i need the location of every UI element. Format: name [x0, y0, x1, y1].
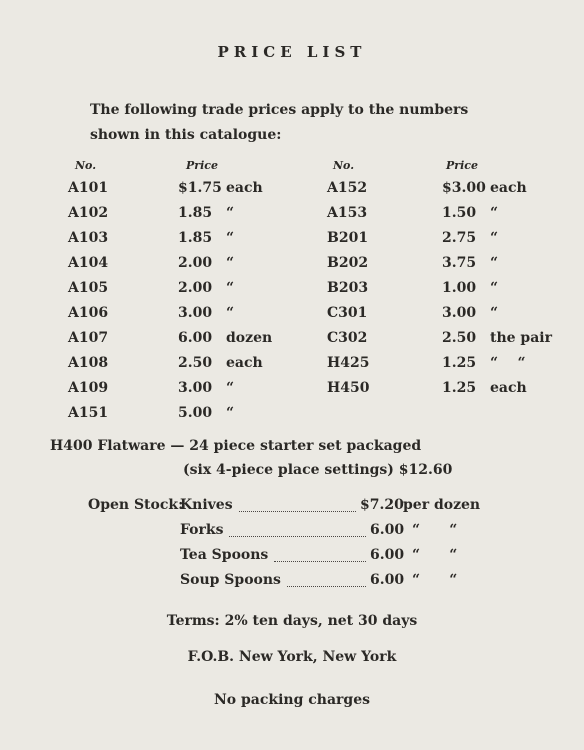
item-price: 2.50: [442, 330, 477, 346]
item-price: 1.85: [178, 205, 213, 221]
open-stock-item-name: Tea Spoons: [180, 547, 269, 563]
item-unit: each: [490, 180, 527, 196]
item-number: B201: [327, 230, 369, 246]
open-stock-item-price: 6.00: [370, 522, 405, 538]
item-number: A107: [68, 330, 109, 346]
item-unit: each: [226, 180, 263, 196]
item-price: 1.50: [442, 205, 477, 221]
item-price-cell: [178, 255, 234, 271]
item-price-cell: [442, 230, 498, 246]
intro-text: The following trade prices apply to the numbers shown in this catalogue:: [90, 102, 469, 143]
item-number: A153: [327, 205, 368, 221]
item-price-cell: [178, 180, 263, 196]
item-price-cell: [442, 330, 552, 346]
table-row: [0, 330, 584, 355]
item-unit: the pair: [490, 330, 552, 346]
item-number: C302: [327, 330, 368, 346]
item-price-cell: [178, 355, 263, 371]
table-row: [0, 380, 584, 405]
item-price: 5.00: [178, 405, 213, 421]
item-number: A101: [68, 180, 109, 196]
item-unit: “: [490, 255, 499, 271]
table-row: [0, 255, 584, 280]
col-header-price-right: Price: [446, 159, 478, 172]
item-price-cell: [178, 230, 234, 246]
item-unit: “: [226, 230, 235, 246]
item-price-cell: [442, 380, 527, 396]
item-unit: each: [490, 380, 527, 396]
dot-leader: [229, 536, 366, 537]
dot-leader: [274, 561, 366, 562]
item-price-cell: [442, 180, 527, 196]
dot-leader: [287, 586, 366, 587]
col-header-no-right: No.: [333, 159, 355, 172]
open-stock-label: Open Stock:: [88, 497, 184, 513]
open-stock-item-name: Soup Spoons: [180, 572, 281, 588]
item-number: A108: [68, 355, 109, 371]
open-stock-item-price: 6.00: [370, 572, 405, 588]
dot-leader: [239, 511, 356, 512]
item-price: 6.00: [178, 330, 213, 346]
item-price-cell: [178, 305, 234, 321]
item-number: A103: [68, 230, 109, 246]
item-price: 1.85: [178, 230, 213, 246]
table-row: [0, 180, 584, 205]
item-price: 3.00: [442, 305, 477, 321]
item-unit: “: [490, 280, 499, 296]
item-number: A109: [68, 380, 109, 396]
item-price-cell: [442, 205, 498, 221]
item-unit: “: [490, 230, 499, 246]
table-row: [0, 405, 584, 430]
flatware-line-2: (six 4-piece place settings) $12.60: [183, 462, 453, 478]
flatware-line-1: H400 Flatware — 24 piece starter set packaged: [50, 438, 422, 454]
item-unit: “: [226, 405, 235, 421]
item-price: 2.75: [442, 230, 477, 246]
page-title: PRICE LIST: [217, 43, 367, 61]
item-price-cell: [178, 405, 234, 421]
item-number: A152: [327, 180, 368, 196]
item-unit: “: [226, 205, 235, 221]
item-number: A104: [68, 255, 109, 271]
item-price: 3.00: [178, 380, 213, 396]
col-header-price-left: Price: [186, 159, 218, 172]
item-price: 2.00: [178, 255, 213, 271]
item-unit: “: [226, 280, 235, 296]
item-number: H450: [327, 380, 370, 396]
item-unit: “: [490, 305, 499, 321]
open-stock-item-price: $7.20: [360, 497, 404, 513]
item-price-cell: [442, 355, 526, 371]
item-price-cell: [178, 330, 272, 346]
open-stock-item-unit: “ “: [412, 522, 458, 538]
item-price-cell: [178, 280, 234, 296]
item-price-cell: [442, 255, 498, 271]
item-price: $1.75: [178, 180, 222, 196]
open-stock-item-unit: “ “: [412, 547, 458, 563]
item-price: 1.25: [442, 380, 477, 396]
table-row: [0, 305, 584, 330]
item-price: 2.00: [178, 280, 213, 296]
item-unit: each: [226, 355, 263, 371]
item-number: B203: [327, 280, 369, 296]
item-unit: “ “: [490, 355, 526, 371]
item-number: A105: [68, 280, 109, 296]
item-price: 2.50: [178, 355, 213, 371]
item-unit: “: [226, 380, 235, 396]
item-price: $3.00: [442, 180, 486, 196]
item-unit: “: [226, 255, 235, 271]
item-number: H425: [327, 355, 370, 371]
item-price: 1.25: [442, 355, 477, 371]
table-row: [0, 280, 584, 305]
packing-text: No packing charges: [214, 692, 370, 708]
col-header-no-left: No.: [75, 159, 97, 172]
item-number: A151: [68, 405, 109, 421]
terms-text: Terms: 2% ten days, net 30 days: [166, 613, 418, 629]
item-unit: dozen: [226, 330, 273, 346]
item-number: A106: [68, 305, 109, 321]
item-price: 3.75: [442, 255, 477, 271]
item-unit: “: [490, 205, 499, 221]
item-price-cell: [178, 205, 234, 221]
fob-text: F.O.B. New York, New York: [187, 649, 397, 665]
open-stock-item-unit: “ “: [412, 572, 458, 588]
item-number: C301: [327, 305, 368, 321]
table-row: [0, 230, 584, 255]
item-unit: “: [226, 305, 235, 321]
item-price-cell: [442, 280, 498, 296]
item-price: 1.00: [442, 280, 477, 296]
open-stock-item-name: Forks: [180, 522, 224, 538]
item-price: 3.00: [178, 305, 213, 321]
item-price-cell: [442, 305, 498, 321]
item-price-cell: [178, 380, 234, 396]
table-row: [0, 355, 584, 380]
item-number: A102: [68, 205, 109, 221]
open-stock-item-name: Knives: [180, 497, 233, 513]
open-stock-item-price: 6.00: [370, 547, 405, 563]
table-row: [0, 205, 584, 230]
open-stock-item-unit: per dozen: [403, 497, 481, 513]
item-number: B202: [327, 255, 369, 271]
